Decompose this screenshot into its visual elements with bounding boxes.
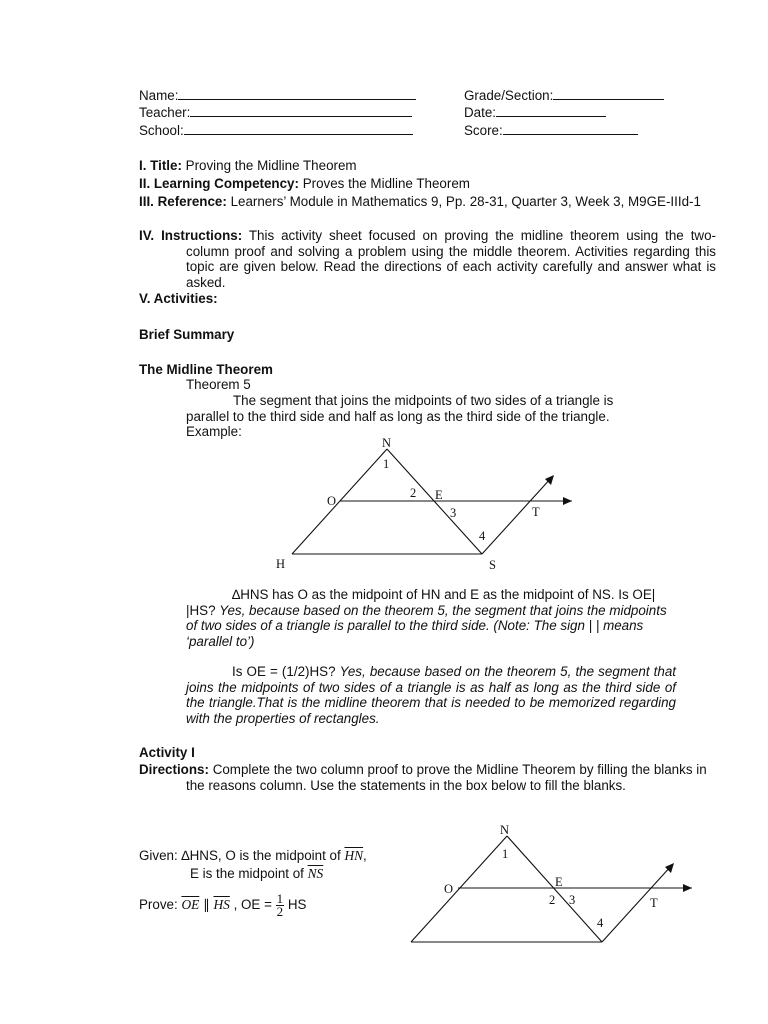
teacher-label: Teacher: [139, 105, 191, 120]
score-label: Score: [464, 123, 503, 138]
instructions-row [139, 228, 716, 290]
oe-equals: , OE = [233, 897, 272, 913]
date-field[interactable] [464, 104, 606, 121]
given-mid: E is the midpoint of [190, 866, 304, 881]
directions-label: Directions: [139, 762, 209, 777]
segment-hn: $\overline{HN}$ [344, 848, 364, 863]
parallel-sign: ∥ [203, 897, 210, 913]
instructions-text: This activity sheet focused on proving the midline theorem using the two-column proof and solving a problem using the middle theorem. Activities regarding this topic are given below. Read the directions of each activity carefully and answer what is asked. [186, 228, 716, 290]
teacher-blank[interactable] [190, 104, 412, 117]
competency-row [139, 176, 470, 192]
example-para-1 [186, 587, 676, 649]
fraction-numerator: 1 [276, 891, 284, 906]
fig2-label-n: N [500, 823, 510, 837]
title-label: I. Title: [139, 158, 182, 173]
label-angle-3: 3 [450, 506, 457, 520]
school-blank[interactable] [184, 122, 413, 135]
name-field[interactable] [139, 87, 416, 104]
fig2-label-o: O [444, 882, 454, 896]
activity-1-directions [139, 762, 716, 793]
reference-label: III. Reference: [139, 194, 227, 209]
triangle-figure-1 [260, 430, 590, 575]
reference-row [139, 194, 716, 210]
prove-line [139, 893, 306, 918]
arrowhead-right [563, 497, 572, 505]
label-angle-1: 1 [383, 457, 390, 471]
fraction-one-half [276, 893, 285, 918]
reference-text: Learners’ Module in Mathematics 9, Pp. 28-31, Quarter 3, Week 3, M9GE-IIId-1 [230, 194, 701, 209]
grade-label: Grade/Section: [464, 88, 554, 103]
theorem-text: The segment that joins the midpoints of two sides of a triangle is parallel to the third side and half as long as the third side of the triangle. [186, 393, 614, 424]
segment-ns: $\overline{NS}$ [307, 866, 324, 881]
school-field[interactable] [139, 122, 413, 139]
example-para-1-answer: Yes, because based on the theorem 5, the segment that joins the midpoints of two sides of a triangle is parallel to the third side. (Note: The sign | | means ‘parallel to’) [186, 602, 667, 649]
title-row [139, 158, 357, 174]
segment-hs: $\overline{HS}$ [213, 897, 230, 913]
label-t: T [532, 505, 540, 519]
grade-blank[interactable] [553, 87, 664, 100]
given-line-1: Given: ∆HNS, O is the midpoint of $\overline{HN}$, [139, 848, 367, 863]
example-para-2-question: Is OE = (1/2)HS? [232, 664, 336, 679]
line-st-ray-2 [602, 865, 672, 942]
example-para-2 [186, 664, 676, 726]
fig2-label-t: T [650, 896, 658, 910]
activities-label: V. Activities: [139, 291, 218, 306]
teacher-field[interactable] [139, 104, 412, 121]
fig2-label-angle-1: 1 [502, 847, 509, 861]
label-s: S [489, 558, 496, 572]
name-blank[interactable] [178, 87, 416, 100]
competency-text: Proves the Midline Theorem [302, 176, 470, 191]
label-angle-4: 4 [479, 529, 486, 543]
fraction-denominator: 2 [276, 904, 284, 919]
fig2-label-angle-2: 2 [549, 893, 556, 907]
example-label: Example: [186, 424, 242, 439]
fig2-label-angle-3: 3 [569, 893, 576, 907]
theorem-heading: The Midline Theorem [139, 362, 273, 377]
instructions-label: IV. Instructions: [139, 228, 243, 243]
label-angle-2: 2 [410, 486, 417, 500]
date-blank[interactable] [496, 104, 606, 117]
label-o: O [327, 494, 337, 508]
label-n: N [382, 436, 392, 450]
arrowhead-right-2 [683, 884, 692, 892]
given-line-2 [190, 866, 323, 882]
score-field[interactable] [464, 122, 638, 139]
directions-text: Complete the two column proof to prove the Midline Theorem by filling the blanks in the reasons column. Use the statements in the box below to fill the blanks. [186, 762, 707, 793]
label-e: E [435, 488, 443, 502]
side-ns-2 [507, 836, 602, 942]
prove-prefix: Prove: [139, 897, 178, 913]
hs-text: HS [287, 897, 307, 913]
line-st-ray [482, 477, 552, 554]
activity-1-heading: Activity I [139, 745, 195, 760]
grade-field[interactable] [464, 87, 664, 104]
date-label: Date: [464, 105, 497, 120]
fig2-label-e: E [555, 875, 563, 889]
title-text: Proving the Midline Theorem [185, 158, 357, 173]
name-label: Name: [139, 88, 179, 103]
theorem-number: Theorem 5 [186, 377, 251, 392]
fig2-label-angle-4: 4 [597, 916, 604, 930]
example-para-2-answer: Yes, because based on the theorem 5, the segment that joins the midpoints of two sides of a triangle is as half as long as the third side of the triangle.That is the midline theorem that is needed to be memorized regarding with the properties of rectangles. [186, 664, 676, 726]
triangle-figure-2 [400, 820, 700, 950]
segment-oe: $\overline{OE}$ [181, 897, 200, 913]
given-prefix: Given: ∆HNS, O is the midpoint of [139, 848, 341, 863]
score-blank[interactable] [503, 122, 638, 135]
competency-label: II. Learning Competency: [139, 176, 299, 191]
example-para-1-question: ∆HNS has O as the midpoint of HN and E as the midpoint of NS. Is OE| |HS? [186, 587, 656, 618]
school-label: School: [139, 123, 184, 138]
label-h: H [276, 557, 286, 571]
side-nh-2 [411, 836, 507, 942]
summary-heading: Brief Summary [139, 327, 235, 342]
